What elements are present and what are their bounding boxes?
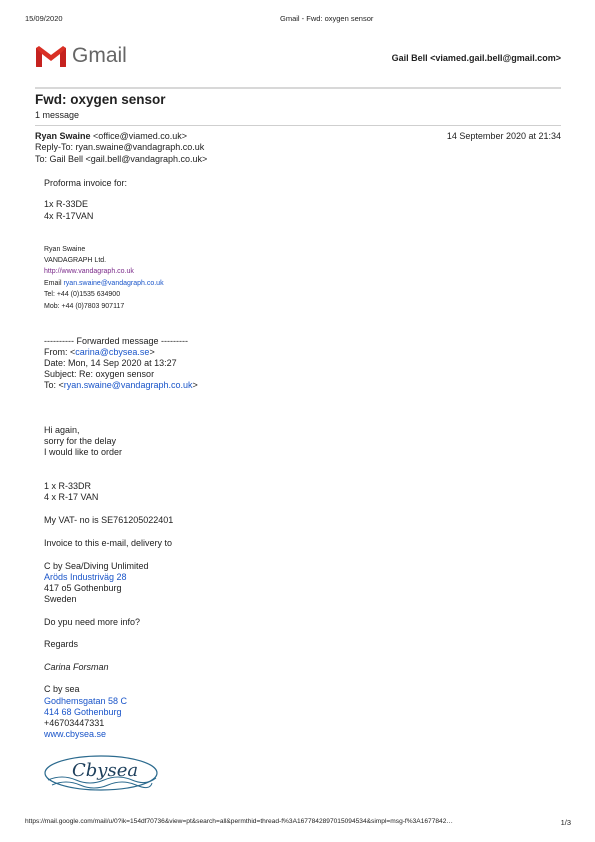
forwarded-to-label: To: < xyxy=(44,380,64,390)
forwarded-from-end: > xyxy=(149,347,155,357)
forwarded-from-label: From: < xyxy=(44,347,76,357)
forwarded-to-email-link[interactable]: ryan.swaine@vandagraph.co.uk xyxy=(63,380,193,390)
forwarded-to xyxy=(44,380,198,390)
body-line: sorry for the delay xyxy=(44,436,117,446)
subject-divider xyxy=(35,125,561,126)
cbysea-logo xyxy=(42,752,160,799)
forwarded-divider: ---------- Forwarded message --------- xyxy=(44,336,188,346)
signature-email-link[interactable]: ryan.swaine@vandagraph.co.uk xyxy=(63,280,164,287)
message-count: 1 message xyxy=(35,110,80,120)
sender-city-link[interactable]: 414 68 Gothenburg xyxy=(44,707,122,717)
print-url: https://mail.google.com/mail/u/0?ik=154df70736&view=pt&search=all&permthid=thread-f%3A1677842897015094534&simpl=msg-f%3A1677842… xyxy=(25,818,453,825)
signature-email-row xyxy=(44,280,164,287)
invoice-line: Invoice to this e-mail, delivery to xyxy=(44,538,173,548)
body-line: 1x R-33DE xyxy=(44,199,89,209)
print-date: 15/09/2020 xyxy=(25,14,63,23)
sender-street-link[interactable]: Godhemsgatan 58 C xyxy=(44,696,128,706)
sender-website-link[interactable]: www.cbysea.se xyxy=(44,729,107,739)
sender-email: <office@viamed.co.uk> xyxy=(93,131,188,141)
signature-email-label: Email xyxy=(44,280,62,287)
thread-subject: Fwd: oxygen sensor xyxy=(35,92,166,107)
order-line: 1 x R-33DR xyxy=(44,481,92,491)
gmail-envelope-icon xyxy=(35,44,67,68)
print-title: Gmail - Fwd: oxygen sensor xyxy=(280,14,374,23)
vat-line: My VAT- no is SE761205022401 xyxy=(44,515,174,525)
signature-name: Ryan Swaine xyxy=(44,246,86,253)
question-line: Do ypu need more info? xyxy=(44,617,141,627)
sender-company: C by sea xyxy=(44,684,80,694)
forwarded-to-end: > xyxy=(192,380,198,390)
cbysea-logo-icon xyxy=(42,752,160,794)
gmail-wordmark: Gmail xyxy=(72,44,127,67)
delivery-name: C by Sea/Diving Unlimited xyxy=(44,561,149,571)
message-from[interactable] xyxy=(35,131,187,141)
account-user: Gail Bell <viamed.gail.bell@gmail.com> xyxy=(391,53,561,63)
forwarded-subject: Subject: Re: oxygen sensor xyxy=(44,369,155,379)
header-divider xyxy=(35,87,561,89)
forwarded-date: Date: Mon, 14 Sep 2020 at 13:27 xyxy=(44,358,177,368)
body-line: 4x R-17VAN xyxy=(44,211,94,221)
body-line: Proforma invoice for: xyxy=(44,178,128,188)
signature-tel: Tel: +44 (0)1535 634900 xyxy=(44,291,121,298)
body-line: Hi again, xyxy=(44,425,80,435)
signature-mob: Mob: +44 (0)7803 907117 xyxy=(44,303,125,310)
delivery-street-link[interactable]: Aröds Industriväg 28 xyxy=(44,572,127,582)
order-line: 4 x R-17 VAN xyxy=(44,492,99,502)
signature-company: VANDAGRAPH Ltd. xyxy=(44,257,107,264)
forwarded-from xyxy=(44,347,155,357)
body-line: I would like to order xyxy=(44,447,123,457)
cbysea-logo-text: Cbysea xyxy=(72,760,139,781)
reply-to: Reply-To: ryan.swaine@vandagraph.co.uk xyxy=(35,142,205,152)
signature-website-link[interactable]: http://www.vandagraph.co.uk xyxy=(44,268,134,275)
regards-line: Regards xyxy=(44,639,79,649)
sender-name: Ryan Swaine xyxy=(35,131,91,141)
forwarded-from-email-link[interactable]: carina@cbysea.se xyxy=(75,347,150,357)
sender-phone: +46703447331 xyxy=(44,718,105,728)
message-date: 14 September 2020 at 21:34 xyxy=(446,131,561,141)
delivery-city: 417 o5 Gothenburg xyxy=(44,583,122,593)
print-page-number: 1/3 xyxy=(560,818,571,827)
delivery-country: Sweden xyxy=(44,594,77,604)
to-line: To: Gail Bell <gail.bell@vandagraph.co.uk> xyxy=(35,154,208,164)
sender-signature-name: Carina Forsman xyxy=(44,662,109,672)
